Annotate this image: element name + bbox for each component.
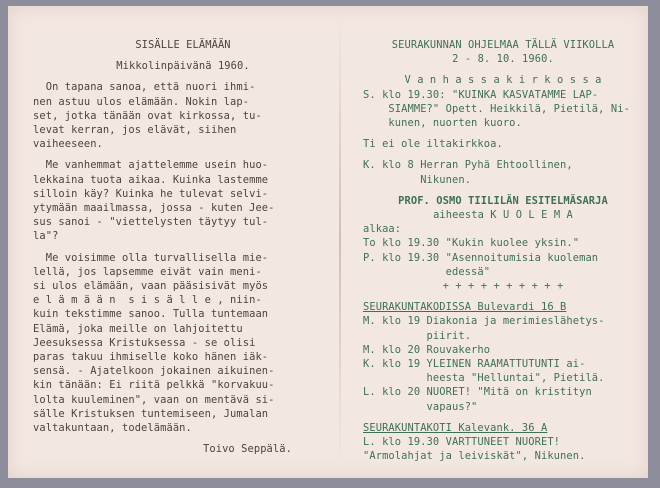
lecture-series-topic: aiheesta K U O L E M A — [433, 209, 573, 222]
program-heading: SEURAKUNNAN OHJELMAA TÄLLÄ VIIKOLLA — [391, 39, 615, 51]
parish-item: M. klo 20 Rouvakerho — [363, 343, 491, 356]
text-line: valtakuntaan, todelämään. — [33, 422, 192, 435]
tuesday-line: Ti ei ole iltakirkkoa. — [363, 138, 503, 151]
paper-fold — [339, 16, 341, 466]
program-dates: 2 - 8. 10. 1960. — [452, 53, 554, 66]
text-line: Elämä, joka meille on lahjoitettu — [33, 322, 243, 335]
sunday-line: SIAMME?" Opett. Heikkilä, Pietilä, Ni- — [363, 102, 630, 115]
text-line: nen astuu ulos elämään. Nokin lap- — [33, 95, 250, 108]
sunday-line: kunen, nuorten kuoro. — [363, 117, 522, 130]
sermon-column — [33, 38, 333, 456]
text-line: On tapana sanoa, että nuori ihmi- — [33, 81, 256, 94]
wednesday-line: Nikunen. — [363, 173, 472, 186]
parish-item: K. klo 19 YLEINEN RAAMATTUTUNTI ai- — [363, 358, 586, 371]
text-line: levat kerran, jos elävät, siihen — [33, 124, 237, 137]
friday-line: P. klo 19.30 "Asennoitumisia kuoleman — [363, 251, 599, 264]
begins-label: alkaa: — [363, 223, 402, 236]
parish-item: heesta "Helluntai", Pietilä. — [363, 372, 605, 385]
text-line: Me voisimme olla turvallisella mie- — [33, 251, 269, 264]
text-line: sensä. - Ajatelkoon jokainen aikuinen- — [33, 365, 275, 378]
text-line: sälle Kristuksen tuntemiseen, Jumalan — [33, 407, 269, 420]
parish-item: vapaus?" — [363, 400, 478, 413]
text-line: la"? — [33, 230, 59, 243]
text-line: kuin tekstimme sanoo. Tulla tuntemaan — [33, 308, 269, 321]
text-line: vaiheeseen. — [33, 138, 103, 151]
parish-item: piirit. — [363, 329, 472, 342]
paragraph-1 — [33, 80, 333, 151]
bulletin-sheet — [8, 6, 648, 478]
thursday-line: To klo 19.30 "Kukin kuolee yksin." — [363, 237, 580, 250]
text-line: sus sanoi - "viettelysten täytyy tul- — [33, 216, 269, 229]
text-line: lekkaina tuota aikaa. Kuinka lastemme — [33, 173, 269, 186]
program-column — [363, 38, 643, 463]
text-line: ytymään maailmassa, jossa - kuten Jee- — [33, 202, 275, 215]
paragraph-2 — [33, 158, 333, 243]
sermon-subtitle: Mikkolinpäivänä 1960. — [116, 60, 250, 73]
sermon-title: SISÄLLE ELÄMÄÄN — [135, 39, 231, 51]
kalevank-item: "Armolahjat ja leiviskät", Nikunen. — [363, 450, 586, 463]
text-line: Jeesuksessa Kristuksessa - se olisi — [33, 336, 256, 349]
text-line: Me vanhemmat ajattelemme usein huo- — [33, 159, 269, 172]
parish-item: L. klo 20 NUORET! "Mitä on kristityn — [363, 386, 592, 399]
text-line: silloin käy? Kuinka he tulevat selvi- — [33, 187, 269, 200]
parish-house-heading: SEURAKUNTAKODISSA Bulevardi 16 B — [363, 301, 567, 314]
sunday-line: S. klo 19.30: "KUINKA KASVATAMME LAP- — [363, 88, 599, 101]
text-line: lellä, jos lapsemme eivät vain meni- — [33, 265, 262, 278]
lecture-series-title: PROF. OSMO TIILILÄN ESITELMÄSARJA — [398, 194, 608, 207]
divider-plus-row: + + + + + + + + + + — [442, 280, 564, 293]
text-line: set, jotka tänään ovat kirkossa, tu- — [33, 109, 262, 122]
kalevank-item: L. klo 19.30 VARTTUNEET NUORET! — [363, 436, 561, 449]
text-line: paras takuu ihmiselle koko hänen iäk- — [33, 351, 269, 364]
text-line: e l ä m ä ä n s i s ä l l e , niin- — [33, 294, 262, 307]
wednesday-line: K. klo 8 Herran Pyhä Ehtoollinen, — [363, 159, 573, 172]
text-line: lolta kuuleminen", vaan on mentävä si- — [33, 393, 275, 406]
text-line: kin tänään: Ei riitä pelkkä "korvakuu- — [33, 379, 275, 392]
friday-line: edessä" — [363, 265, 491, 278]
signature: Toivo Seppälä. — [203, 443, 292, 456]
old-church-heading: V a n h a s s a k i r k o s s a — [404, 74, 602, 87]
parish-item: M. klo 19 Diakonia ja merimieslähetys- — [363, 315, 605, 328]
kalevank-heading: SEURAKUNTAKOTI Kalevank. 36 A — [363, 421, 548, 434]
text-line: si ulos elämään, vaan pääsisivät myös — [33, 280, 269, 293]
paragraph-3 — [33, 251, 333, 436]
